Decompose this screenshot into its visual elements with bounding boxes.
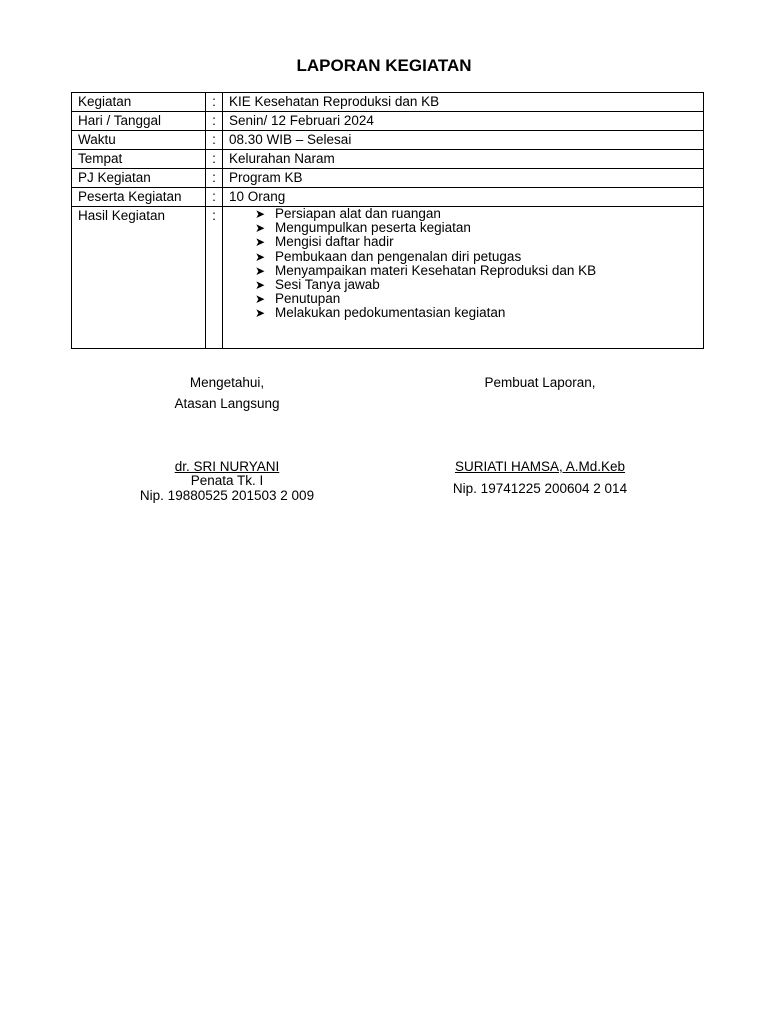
row-label: Kegiatan — [72, 93, 206, 112]
arrowhead-bullet-icon: ➤ — [255, 278, 266, 293]
table-row-hasil — [72, 207, 704, 349]
arrowhead-bullet-icon: ➤ — [255, 292, 266, 307]
table-row-hari-tanggal — [72, 112, 704, 131]
arrowhead-bullet-icon: ➤ — [255, 221, 266, 236]
row-separator: : — [206, 207, 223, 349]
row-separator: : — [206, 93, 223, 112]
row-label: Hasil Kegiatan — [72, 207, 206, 349]
signature-left-rank: Penata Tk. I — [190, 473, 264, 488]
row-value: Senin/ 12 Februari 2024 — [223, 112, 704, 131]
row-label: PJ Kegiatan — [72, 169, 206, 188]
signature-left-heading2: Atasan Langsung — [174, 396, 280, 411]
list-item — [255, 292, 697, 306]
row-value: 10 Orang — [223, 188, 704, 207]
signature-right-heading1: Pembuat Laporan, — [484, 375, 596, 390]
signature-left-nip: Nip. 19880525 201503 2 009 — [139, 488, 315, 503]
signature-right-nip: Nip. 19741225 200604 2 014 — [452, 481, 628, 496]
list-item — [255, 250, 697, 264]
table-row-kegiatan — [72, 93, 704, 112]
list-item — [255, 278, 697, 292]
row-value: Program KB — [223, 169, 704, 188]
row-value: Kelurahan Naram — [223, 150, 704, 169]
list-item-text: Menyampaikan materi Kesehatan Reproduksi dan KB — [275, 262, 597, 278]
hasil-list — [229, 207, 697, 321]
list-item — [255, 264, 697, 278]
list-item — [255, 207, 697, 221]
table-row-pj-kegiatan — [72, 169, 704, 188]
list-item — [255, 221, 697, 235]
list-item-text: Melakukan pedokumentasian kegiatan — [275, 305, 506, 321]
page-title: LAPORAN KEGIATAN — [296, 56, 472, 75]
signature-right-name: SURIATI HAMSA, A.Md.Keb — [454, 459, 626, 474]
list-item-text: Mengumpulkan peserta kegiatan — [275, 220, 471, 236]
list-item — [255, 306, 697, 320]
row-label: Peserta Kegiatan — [72, 188, 206, 207]
report-table — [71, 92, 704, 349]
row-label: Waktu — [72, 131, 206, 150]
list-item-text: Sesi Tanya jawab — [275, 277, 380, 293]
arrowhead-bullet-icon: ➤ — [255, 235, 266, 250]
row-separator: : — [206, 169, 223, 188]
signature-left-heading1: Mengetahui, — [189, 375, 265, 390]
row-value: KIE Kesehatan Reproduksi dan KB — [223, 93, 704, 112]
list-item-text: Pembukaan dan pengenalan diri petugas — [275, 248, 522, 264]
signature-left-name: dr. SRI NURYANI — [174, 459, 280, 474]
list-item-text: Persiapan alat dan ruangan — [275, 206, 441, 221]
row-separator: : — [206, 150, 223, 169]
row-label: Hari / Tanggal — [72, 112, 206, 131]
row-separator: : — [206, 131, 223, 150]
arrowhead-bullet-icon: ➤ — [255, 306, 266, 321]
arrowhead-bullet-icon: ➤ — [255, 263, 266, 278]
list-item-text: Mengisi daftar hadir — [275, 234, 394, 250]
row-separator: : — [206, 112, 223, 131]
row-separator: : — [206, 188, 223, 207]
row-value: 08.30 WIB – Selesai — [223, 131, 704, 150]
row-label: Tempat — [72, 150, 206, 169]
arrowhead-bullet-icon: ➤ — [255, 207, 266, 221]
arrowhead-bullet-icon: ➤ — [255, 249, 266, 264]
table-row-tempat — [72, 150, 704, 169]
table-row-waktu — [72, 131, 704, 150]
list-item — [255, 235, 697, 249]
list-item-text: Penutupan — [275, 291, 341, 307]
hasil-list-cell — [223, 207, 704, 349]
table-row-peserta — [72, 188, 704, 207]
